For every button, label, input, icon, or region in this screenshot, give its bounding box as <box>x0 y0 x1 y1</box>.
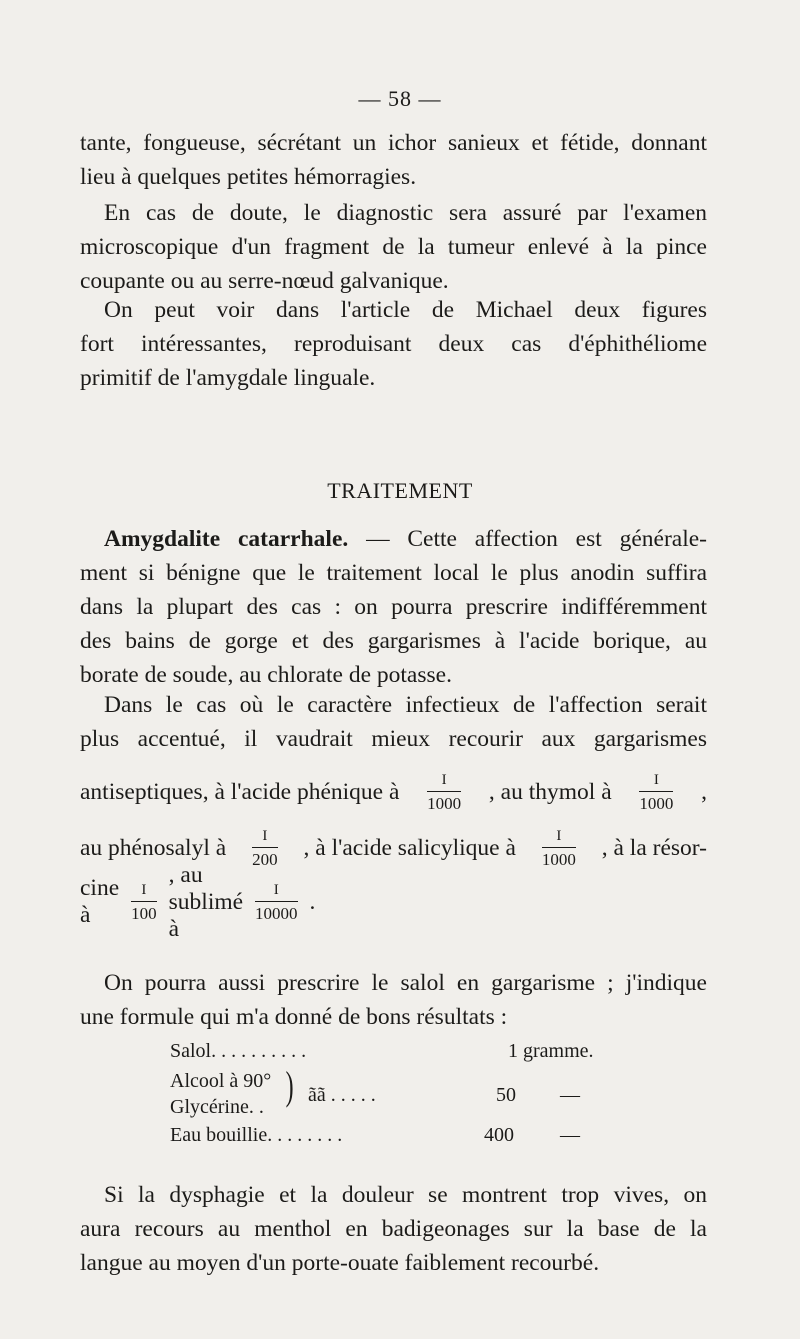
text-line: aura recours au menthol en badigeonages sur la base de la <box>80 1216 707 1242</box>
paragraph-7 <box>80 1178 707 1280</box>
text-line: des bains de gorge et des gargarismes à l'acide borique, au <box>80 628 707 654</box>
text-line: On peut voir dans l'article de Michael deux figures <box>104 297 707 323</box>
paragraph-5 <box>80 688 707 756</box>
formula-alcool: Alcool à 90° <box>170 1070 272 1092</box>
text-fragment: antiseptiques, à l'acide phénique à <box>80 778 400 805</box>
subsection-heading: Amygdalite catarrhale. <box>104 526 349 552</box>
text-fragment: , au sublimé à <box>168 861 244 942</box>
fraction-denominator: 10000 <box>255 903 298 923</box>
page-number: — 58 — <box>358 86 442 111</box>
text-fragment: , à la résor- <box>601 834 707 861</box>
formula-glycerine: Glycérine. . <box>170 1096 264 1118</box>
text-line: lieu à quelques petites hémorragies. <box>80 164 417 190</box>
text-fragment: — Cette affection est générale- <box>366 526 707 552</box>
paragraph-4 <box>80 522 707 692</box>
fraction-denominator: 100 <box>131 903 157 923</box>
fraction-phenique <box>427 773 461 812</box>
formula-eau-unit: — <box>560 1124 580 1146</box>
fraction-denominator: 200 <box>252 849 278 869</box>
fraction-phenosalyl <box>252 829 278 868</box>
fraction-thymol <box>639 773 673 812</box>
fraction-sublime <box>255 883 298 922</box>
fraction-denominator: 1000 <box>427 793 462 813</box>
text-line: Si la dysphagie et la douleur se montrent trop vives, on <box>104 1182 707 1208</box>
formula-ana-unit: — <box>560 1084 580 1106</box>
text-line: une formule qui m'a donné de bons résultats : <box>80 1004 508 1030</box>
text-line: En cas de doute, le diagnostic sera assuré par l'examen <box>104 200 707 226</box>
text-line: fort intéressantes, reproduisant deux cas d'éphithéliome <box>80 331 707 357</box>
text-line: Dans le cas où le caractère infectieux de l'affection serait <box>104 692 707 718</box>
text-fragment: , <box>701 778 707 805</box>
fraction-salicylique <box>542 829 576 868</box>
text-line: tante, fongueuse, sécrétant un ichor sanieux et fétide, donnant <box>80 130 707 156</box>
formula-salol: Salol. . . . . . . . . . <box>170 1040 307 1062</box>
brace-icon: ) <box>285 1063 294 1108</box>
paragraph-2 <box>80 196 707 298</box>
formula-ana-quantity: 50 <box>496 1084 516 1106</box>
text-fragment: . <box>309 888 316 915</box>
text-fragment: , à l'acide salicylique à <box>303 834 516 861</box>
fraction-numerator: I <box>639 773 673 792</box>
text-line <box>80 522 707 556</box>
text-line: microscopique d'un fragment de la tumeur enlevé à la pince <box>80 234 707 260</box>
formula-ana: ãã . . . . . <box>308 1084 376 1106</box>
fraction-numerator: I <box>542 829 576 848</box>
formula-eau: Eau bouillie. . . . . . . . <box>170 1124 343 1146</box>
paragraph-1 <box>80 126 707 194</box>
text-fragment: cine à <box>80 875 120 928</box>
formula-line-1 <box>80 762 707 822</box>
text-line: primitif de l'amygdale linguale. <box>80 365 376 391</box>
text-line: ment si bénigne que le traitement local le plus anodin suffira <box>80 560 707 586</box>
text-line: dans la plupart des cas : on pourra prescrire indifféremment <box>80 594 707 620</box>
fraction-numerator: I <box>131 883 157 902</box>
text-line: plus accentué, il vaudrait mieux recourir aux gargarismes <box>80 726 707 752</box>
fraction-numerator: I <box>255 883 298 902</box>
section-title: TRAITEMENT <box>327 478 473 503</box>
text-line: borate de soude, au chlorate de potasse. <box>80 662 452 688</box>
fraction-numerator: I <box>427 773 461 792</box>
fraction-numerator: I <box>252 829 278 848</box>
paragraph-3 <box>80 293 707 395</box>
paragraph-6 <box>80 966 707 1034</box>
fraction-denominator: 1000 <box>639 793 674 813</box>
text-line: On pourra aussi prescrire le salol en gargarisme ; j'indique <box>104 970 707 996</box>
fraction-resorcine <box>131 883 157 922</box>
text-fragment: au phénosalyl à <box>80 834 227 861</box>
fraction-denominator: 1000 <box>541 849 576 869</box>
formula-eau-quantity: 400 <box>484 1124 514 1146</box>
text-line: langue au moyen d'un porte-ouate faiblement recourbé. <box>80 1250 600 1276</box>
text-fragment: , au thymol à <box>488 778 612 805</box>
formula-salol-quantity: 1 gramme. <box>508 1040 594 1062</box>
text-line: coupante ou au serre-nœud galvanique. <box>80 268 449 294</box>
